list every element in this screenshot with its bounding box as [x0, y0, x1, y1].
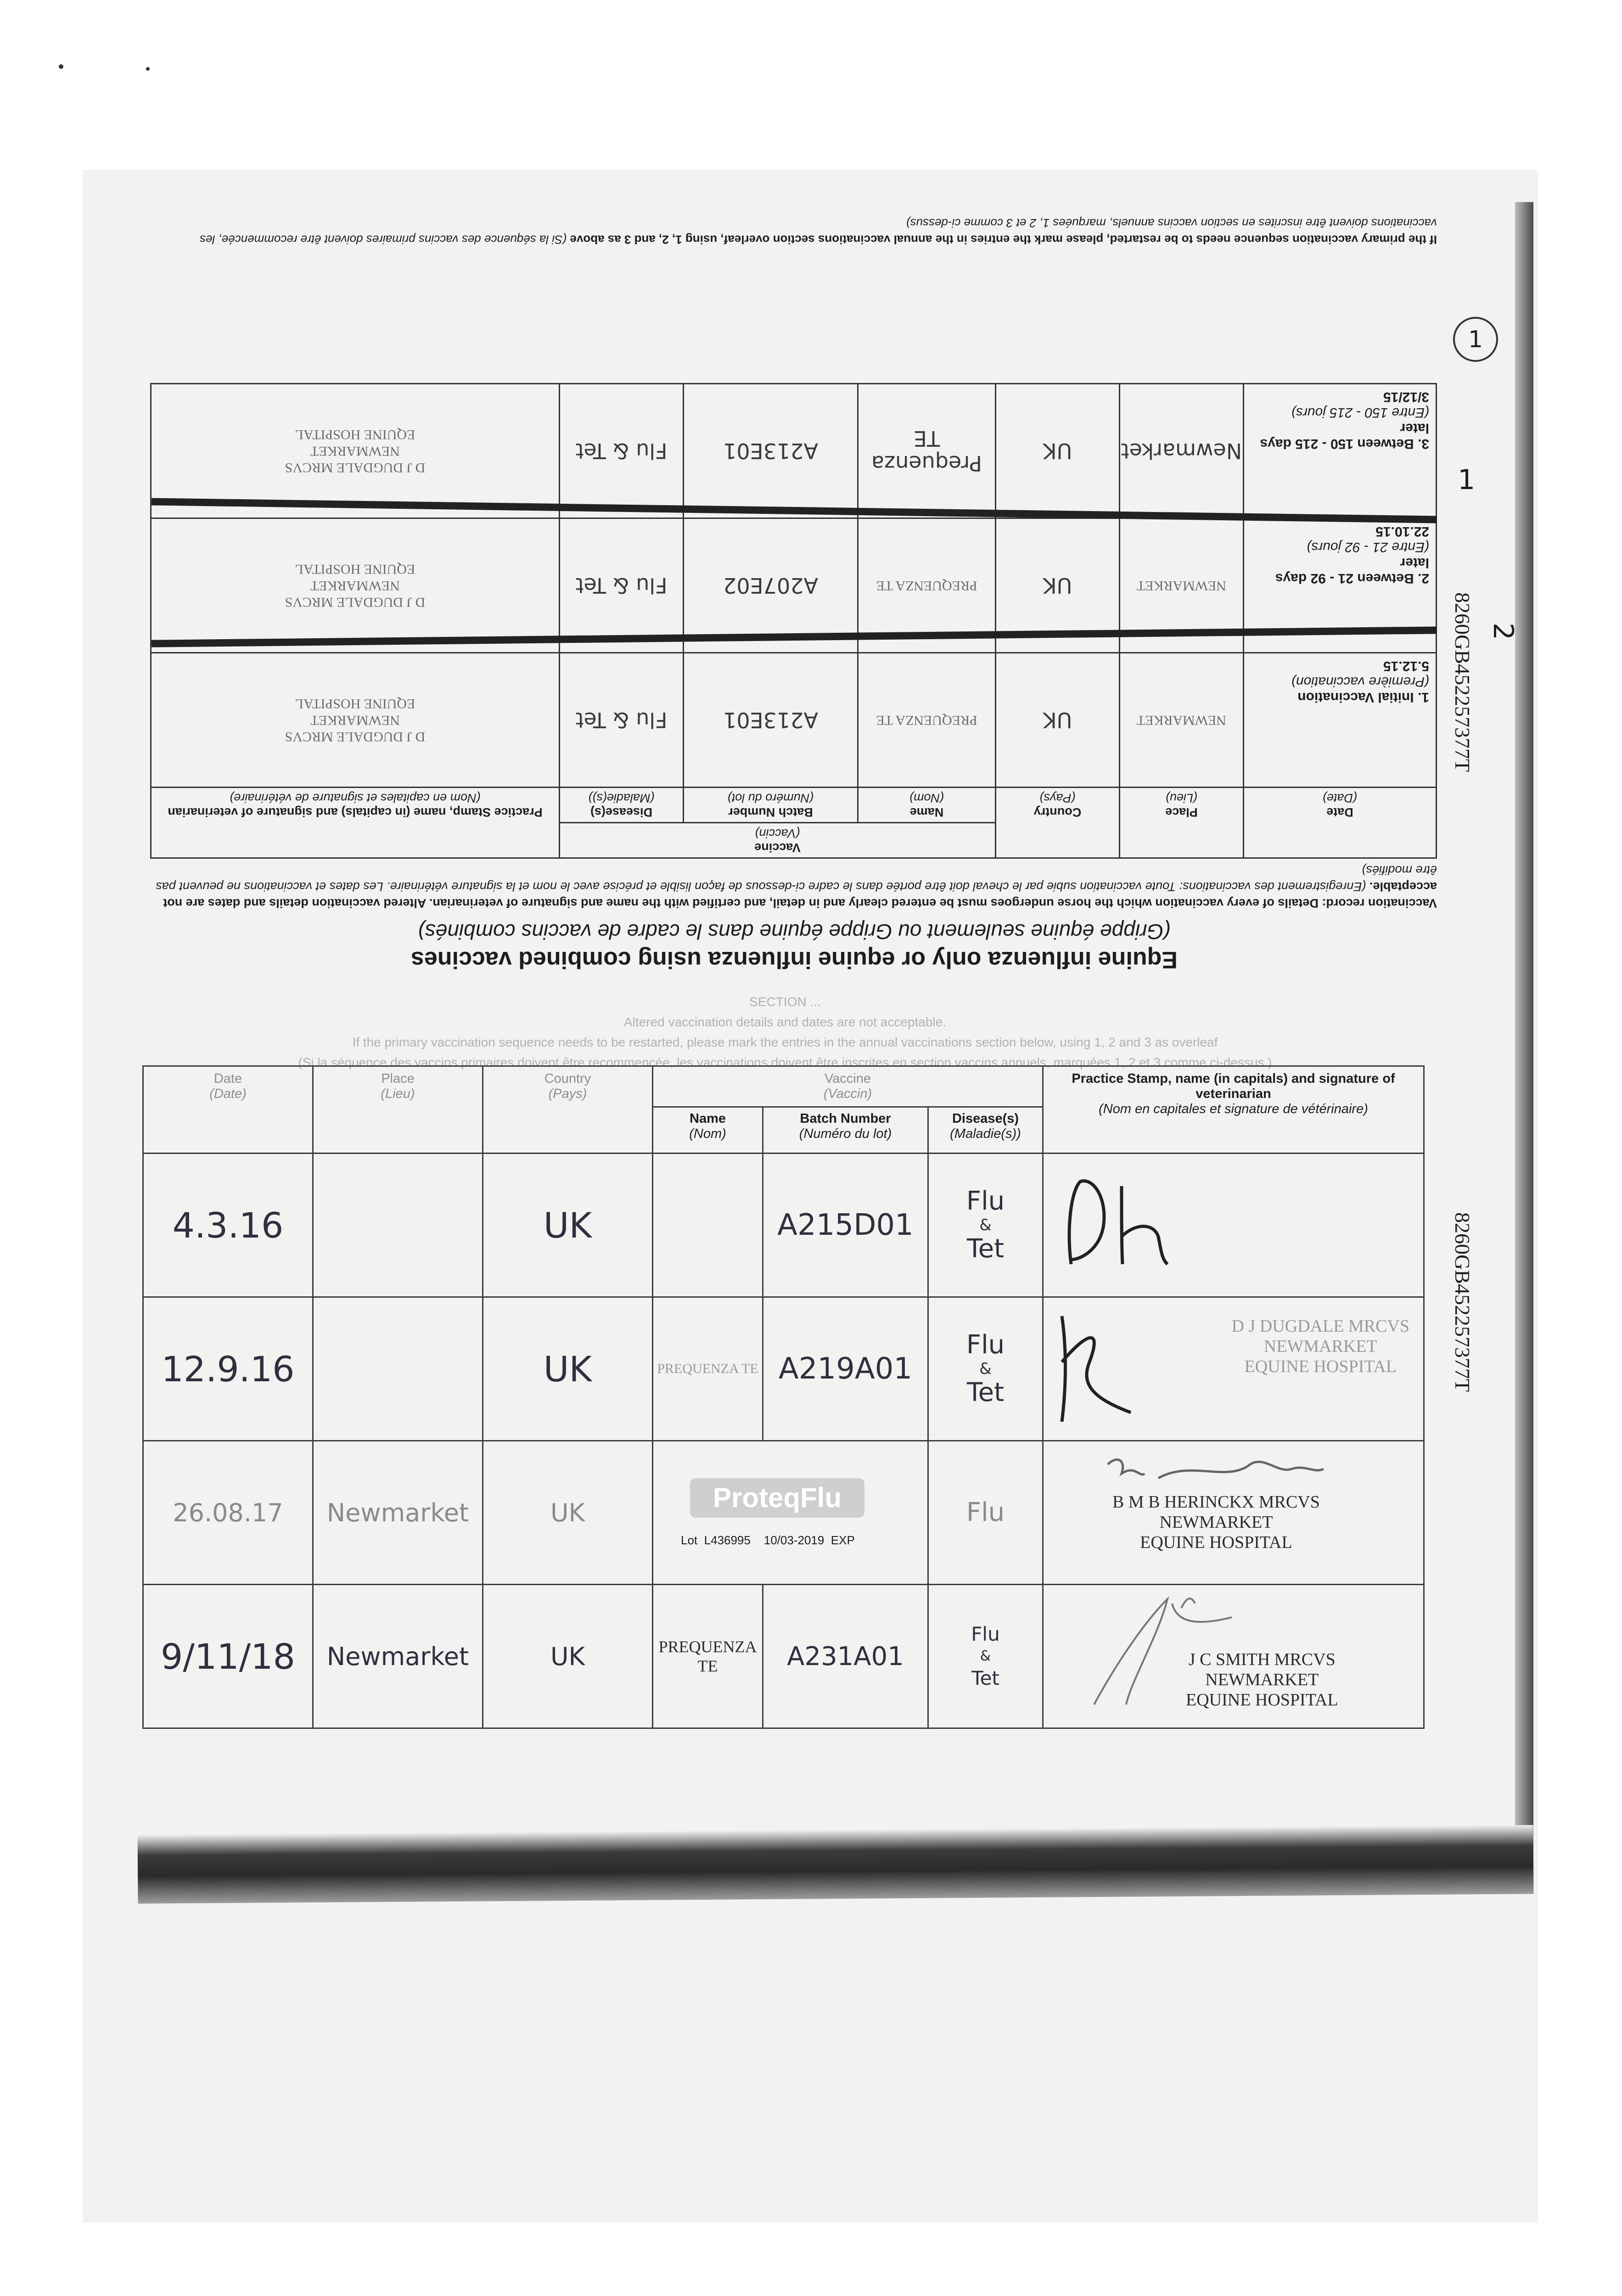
row-date: 3/12/15 [1383, 389, 1429, 405]
upper-notice [152, 862, 1437, 912]
row-place [313, 1154, 483, 1297]
header-vaccine: Vaccine (Vaccin) [653, 1066, 1043, 1107]
header-country: Country (Pays) [996, 788, 1120, 858]
row-date: 22.10.15 [1375, 524, 1429, 539]
header-place: Place (Lieu) [1120, 788, 1244, 858]
header-stamp: Practice Stamp, name (in capitals) and signature of veterinarian (Nom en capitales et signature de vétérinaire) [151, 788, 559, 858]
row-disease: Flu & Tet [928, 1585, 1043, 1728]
row-vaccine-name: PREQUENZA TE [858, 653, 996, 788]
notice-french: (Enregistrement des vaccinations: Toute vaccination subie par le cheval doit être portée dans le cadre ci-dessous de façon lisible et précise avec le nom et la signature vétérinaire. Les dates et vaccinations ne peuvent pas être modifiés) [156, 863, 1437, 894]
margin-circle-mark: 1 [1453, 317, 1498, 362]
upper-title: Equine influenza only or equine influenza using combined vaccines [410, 946, 1178, 973]
vet-stamp [1043, 1585, 1424, 1728]
row-place: NEWMARKET [1120, 518, 1244, 653]
row-country: UK [996, 518, 1120, 653]
row-disease: Flu & Tet [559, 653, 683, 788]
row-vaccine-name: PREQUENZA TE [653, 1297, 763, 1441]
header-date: Date (Date) [143, 1066, 313, 1154]
row-batch: A213E01 [684, 384, 858, 518]
faded-line: (Si la séquence des vaccins primaires doivent être recommencée, les vaccinations doivent être inscrites en section vaccins annuels, marquées 1, 2 et 3 comme ci-dessus.) [298, 1055, 1272, 1069]
notice-english: Vaccination record: Details of every vaccination which the horse undergoes must be entered clearly and in detail, and certified with the name and signature of veterinarian. Altered vaccination details and dates are not acceptable. [163, 880, 1437, 910]
row-vaccine-name [653, 1154, 763, 1297]
row-vaccine-name: Prequenza TE [858, 384, 996, 518]
upper-footer [152, 215, 1437, 248]
header-batch: Batch Number (Numéro du lot) [763, 1107, 928, 1154]
vet-signature [1099, 1446, 1328, 1497]
header-name: Name (Nom) [653, 1107, 763, 1154]
row-date: 26.08.17 [143, 1441, 313, 1585]
row-place [313, 1297, 483, 1441]
scan-speck [146, 67, 150, 71]
row-label: 2. Between 21 - 92 days later (Entre 21 - 92 jours) 22.10.15 [1244, 518, 1437, 653]
row-date: 4.3.16 [143, 1154, 313, 1297]
table-row [143, 1441, 1424, 1585]
row-batch: A231A01 [763, 1585, 928, 1728]
row-place: Newmarket [313, 1441, 483, 1585]
row-country: UK [483, 1154, 653, 1297]
row-disease: Flu & Tet [928, 1297, 1043, 1441]
row-country: UK [996, 653, 1120, 788]
vet-stamp [1043, 1154, 1424, 1297]
row-date: 12.9.16 [143, 1297, 313, 1441]
vet-signature [1053, 1172, 1190, 1273]
margin-mark: 1 [1458, 464, 1476, 496]
row-disease: Flu & Tet [559, 384, 683, 518]
header-vaccine: Vaccine (Vaccin) [559, 823, 995, 858]
vet-stamp [1043, 1441, 1424, 1585]
upper-subtitle: (Grippe équine seulement ou Grippe équine dans le cadre de vaccins combinés) [418, 920, 1171, 944]
row-batch: A213E01 [684, 653, 858, 788]
stamp-text: D J DUGDALE MRCVS NEWMARKET EQUINE HOSPITAL [1231, 1317, 1409, 1376]
annual-vaccination-table [142, 1065, 1425, 1729]
row-country: UK [483, 1585, 653, 1728]
passport-number: 8260GB452257377T [1451, 1212, 1474, 1392]
upper-page-rotated [152, 193, 1437, 974]
vaccine-sticker-cell [653, 1441, 928, 1585]
header-batch: Batch Number (Numéro du lot) [684, 788, 858, 823]
row-label: 3. Between 150 - 215 days later (Entre 150 - 215 jours) 3/12/15 [1244, 384, 1437, 518]
margin-mark: 2 [1487, 622, 1520, 641]
footer-french: (Si la séquence des vaccins primaires doivent être recommencée, les vaccinations doivent être inscrites en section vaccins annuels, marquées 1, 2 et 3 comme ci-dessus) [200, 216, 1437, 247]
row-country: UK [483, 1297, 653, 1441]
row-vaccine-name: PREQUENZA TE [653, 1585, 763, 1728]
sticker-brand: ProteqFlu [690, 1478, 864, 1518]
row-batch: A207E02 [684, 518, 858, 653]
passport-number: 8260GB452257377T [1451, 592, 1474, 772]
primary-vaccination-table [150, 383, 1437, 859]
table-row [151, 384, 1436, 518]
faded-heading: SECTION ... [749, 995, 821, 1009]
faded-section-header [147, 992, 1423, 1073]
row-disease: Flu & Tet [928, 1154, 1043, 1297]
vet-stamp [1043, 1297, 1424, 1441]
row-disease: Flu [928, 1441, 1043, 1585]
header-stamp: Practice Stamp, name (in capitals) and signature of veterinarian (Nom en capitales et signature de vétérinaire) [1043, 1066, 1424, 1154]
row-batch: A219A01 [763, 1297, 928, 1441]
vet-signature [1048, 1307, 1167, 1426]
row-date: 9/11/18 [143, 1585, 313, 1728]
vet-stamp: D J DUGDALE MRCVS NEWMARKET EQUINE HOSPITAL [151, 384, 559, 518]
row-label: 1. Initial Vaccination (Première vaccination) 5.12.15 [1244, 653, 1437, 788]
sticker-lot: Lot L436995 10/03-2019 EXP [681, 1533, 855, 1547]
table-row [143, 1585, 1424, 1728]
row-batch: A215D01 [763, 1154, 928, 1297]
stamp-text: B M B HERINCKX MRCVS NEWMARKET EQUINE HOSPITAL [1112, 1492, 1320, 1552]
header-disease: Disease(s) (Maladie(s)) [559, 788, 683, 823]
header-date: Date (Date) [1244, 788, 1437, 858]
row-place: Newmarket [1120, 384, 1244, 518]
footer-english: If the primary vaccination sequence needs to be restarted, please mark the entries in the annual vaccinations section overleaf, using 1, 2, and 3 as above [570, 233, 1437, 247]
row-vaccine-name: PREQUENZA TE [858, 518, 996, 653]
header-place: Place (Lieu) [313, 1066, 483, 1154]
row-country: UK [483, 1441, 653, 1585]
page-fold-shadow [138, 1825, 1534, 1903]
header-disease: Disease(s) (Maladie(s)) [928, 1107, 1043, 1154]
faded-line: Altered vaccination details and dates are not acceptable. [623, 1015, 946, 1029]
row-date: 5.12.15 [1383, 658, 1429, 674]
faded-line: If the primary vaccination sequence needs to be restarted, please mark the entries in the annual vaccinations section below, using 1, 2 and 3 as overleaf [352, 1035, 1218, 1049]
vet-stamp: D J DUGDALE MRCVS NEWMARKET EQUINE HOSPITAL [151, 653, 559, 788]
stamp-text: J C SMITH MRCVS NEWMARKET EQUINE HOSPITAL [1186, 1650, 1338, 1710]
scan-speck [59, 64, 63, 69]
vet-stamp: D J DUGDALE MRCVS NEWMARKET EQUINE HOSPITAL [151, 518, 559, 653]
header-country: Country (Pays) [483, 1066, 653, 1154]
page-edge-shadow [1515, 202, 1533, 1864]
row-place: NEWMARKET [1120, 653, 1244, 788]
table-row [143, 1154, 1424, 1297]
header-name: Name (Nom) [858, 788, 996, 823]
row-place: Newmarket [313, 1585, 483, 1728]
row-disease: Flu & Tet [559, 518, 683, 653]
table-row [143, 1297, 1424, 1441]
row-country: UK [996, 384, 1120, 518]
table-row [151, 653, 1436, 788]
vaccine-sticker [662, 1460, 920, 1575]
